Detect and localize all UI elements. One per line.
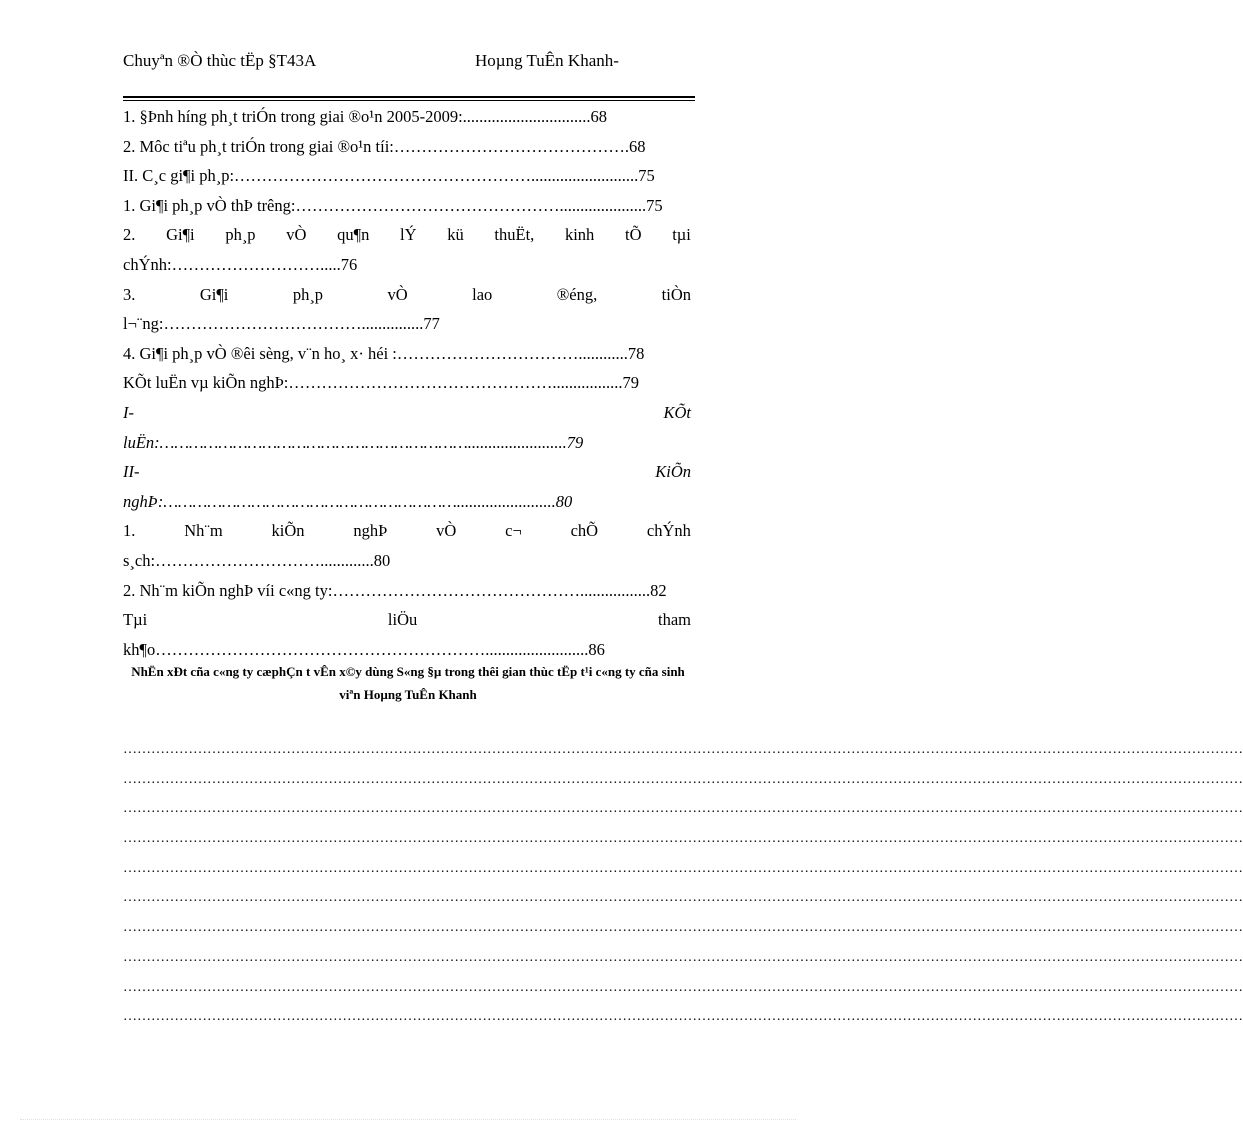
toc-word: c¬ [505, 521, 522, 541]
dotted-line: …………………………………………………………………………………………………………………………………………………………………………………………………………………… [123, 771, 1243, 787]
toc-word: Gi¶i [166, 225, 195, 245]
toc-line: 2. Nh¨m kiÕn nghÞ víi c«ng ty:……………………………………….................82 [123, 580, 667, 600]
toc-line: 4. Gi¶i ph¸p vÒ ®êi sèng, v¨n ho¸ x· héi :……………………………............78 [123, 343, 645, 363]
toc-word: vÒ [436, 521, 457, 541]
toc-word: tÕ [625, 225, 642, 245]
table-of-contents [123, 102, 691, 664]
toc-word: 1. [123, 521, 136, 541]
header-rule-thick [123, 96, 695, 98]
toc-word: I- [123, 402, 134, 422]
toc-line [123, 280, 691, 310]
toc-word: KÕt [663, 402, 691, 422]
toc-line: 2. Môc tiªu ph¸t triÓn trong giai ®o¹n tíi:…………………………………….68 [123, 136, 646, 156]
feedback-title: NhËn xÐt cña c«ng ty cæphÇn t vÊn x©y dùng S«ng §µ trong thêi gian thùc tËp t¹i c«ng ty cña sinh viªn Hoµng TuÊn Khanh [131, 664, 685, 702]
toc-word: ph¸p [225, 225, 256, 245]
toc-word: II- [123, 462, 140, 482]
toc-word: 2. [123, 225, 136, 245]
toc-line: KÕt luËn vµ kiÕn nghÞ:………………………………………….................79 [123, 373, 639, 393]
dotted-line: …………………………………………………………………………………………………………………………………………………………………………………………………………………… [123, 1009, 1243, 1025]
toc-word: tiÒn [661, 284, 691, 304]
toc-line [123, 516, 691, 546]
header-rule-thin [123, 100, 695, 101]
toc-word: lao [472, 284, 493, 304]
toc-word: vÒ [286, 225, 307, 245]
toc-line: luËn:………………………………………………………........................79 [123, 432, 584, 452]
header-right-text: Hoµng TuÊn Khanh- [475, 51, 619, 70]
toc-word: chÕ [570, 521, 599, 541]
toc-word: lÝ [400, 225, 417, 245]
toc-word: kinh [564, 225, 595, 245]
dotted-line: …………………………………………………………………………………………………………………………………………………………………………………………………………………… [123, 949, 1243, 965]
toc-line [123, 605, 691, 635]
page-bottom-divider [20, 1119, 796, 1120]
toc-line [123, 457, 691, 487]
toc-word: kiÕn [271, 521, 305, 541]
dotted-line: …………………………………………………………………………………………………………………………………………………………………………………………………………………… [123, 860, 1243, 876]
dotted-line: …………………………………………………………………………………………………………………………………………………………………………………………………………………… [123, 801, 1243, 817]
dotted-line: …………………………………………………………………………………………………………………………………………………………………………………………………………………… [123, 890, 1243, 906]
dotted-line: …………………………………………………………………………………………………………………………………………………………………………………………………………………… [123, 920, 1243, 936]
toc-line: nghÞ:……………………………………………………........................80 [123, 491, 573, 511]
toc-line: 1. §Þnh híng ph¸t triÓn trong giai ®o¹n 2005-2009:...............................68 [123, 107, 608, 126]
toc-word: liÖu [387, 610, 418, 630]
toc-word: tµi [672, 225, 691, 245]
toc-line: II. C¸c gi¶i ph¸p:………………………………………………..........................75 [123, 166, 655, 186]
toc-word: KiÕn [655, 462, 691, 482]
toc-word: Gi¶i [199, 284, 229, 304]
dotted-line: …………………………………………………………………………………………………………………………………………………………………………………………………………………… [123, 831, 1243, 847]
toc-word: 3. [123, 284, 136, 304]
toc-word: qu¶n [337, 225, 370, 245]
toc-word: ®éng, [556, 284, 598, 304]
toc-word: kü [447, 225, 464, 245]
toc-line [123, 220, 691, 250]
toc-word: tham [657, 610, 691, 630]
toc-word: chÝnh [646, 521, 691, 541]
header-left-text: Chuyªn ®Ò thùc tËp §T43A [123, 51, 317, 70]
page-header [123, 50, 693, 94]
feedback-dotted-lines [123, 735, 1243, 1032]
toc-line: kh¶o…………………………………………………….........................86 [123, 639, 605, 659]
toc-word: thuËt, [494, 225, 535, 245]
toc-line: s¸ch:………………………….............80 [123, 550, 391, 570]
dotted-line: …………………………………………………………………………………………………………………………………………………………………………………………………………………… [123, 979, 1243, 995]
toc-word: Nh¨m [184, 521, 223, 541]
toc-word: Tµi [123, 610, 148, 630]
toc-line: chÝnh:……………………….....76 [123, 254, 358, 274]
toc-word: ph¸p [292, 284, 324, 304]
toc-word: vÒ [387, 284, 408, 304]
toc-line [123, 398, 691, 428]
toc-line: l¬¨ng:………………………………...............77 [123, 314, 440, 334]
toc-word: nghÞ [353, 521, 388, 541]
dotted-line: …………………………………………………………………………………………………………………………………………………………………………………………………………………… [123, 742, 1243, 757]
toc-line: 1. Gi¶i ph¸p vÒ thÞ trêng:………………………………………….....................75 [123, 195, 663, 215]
